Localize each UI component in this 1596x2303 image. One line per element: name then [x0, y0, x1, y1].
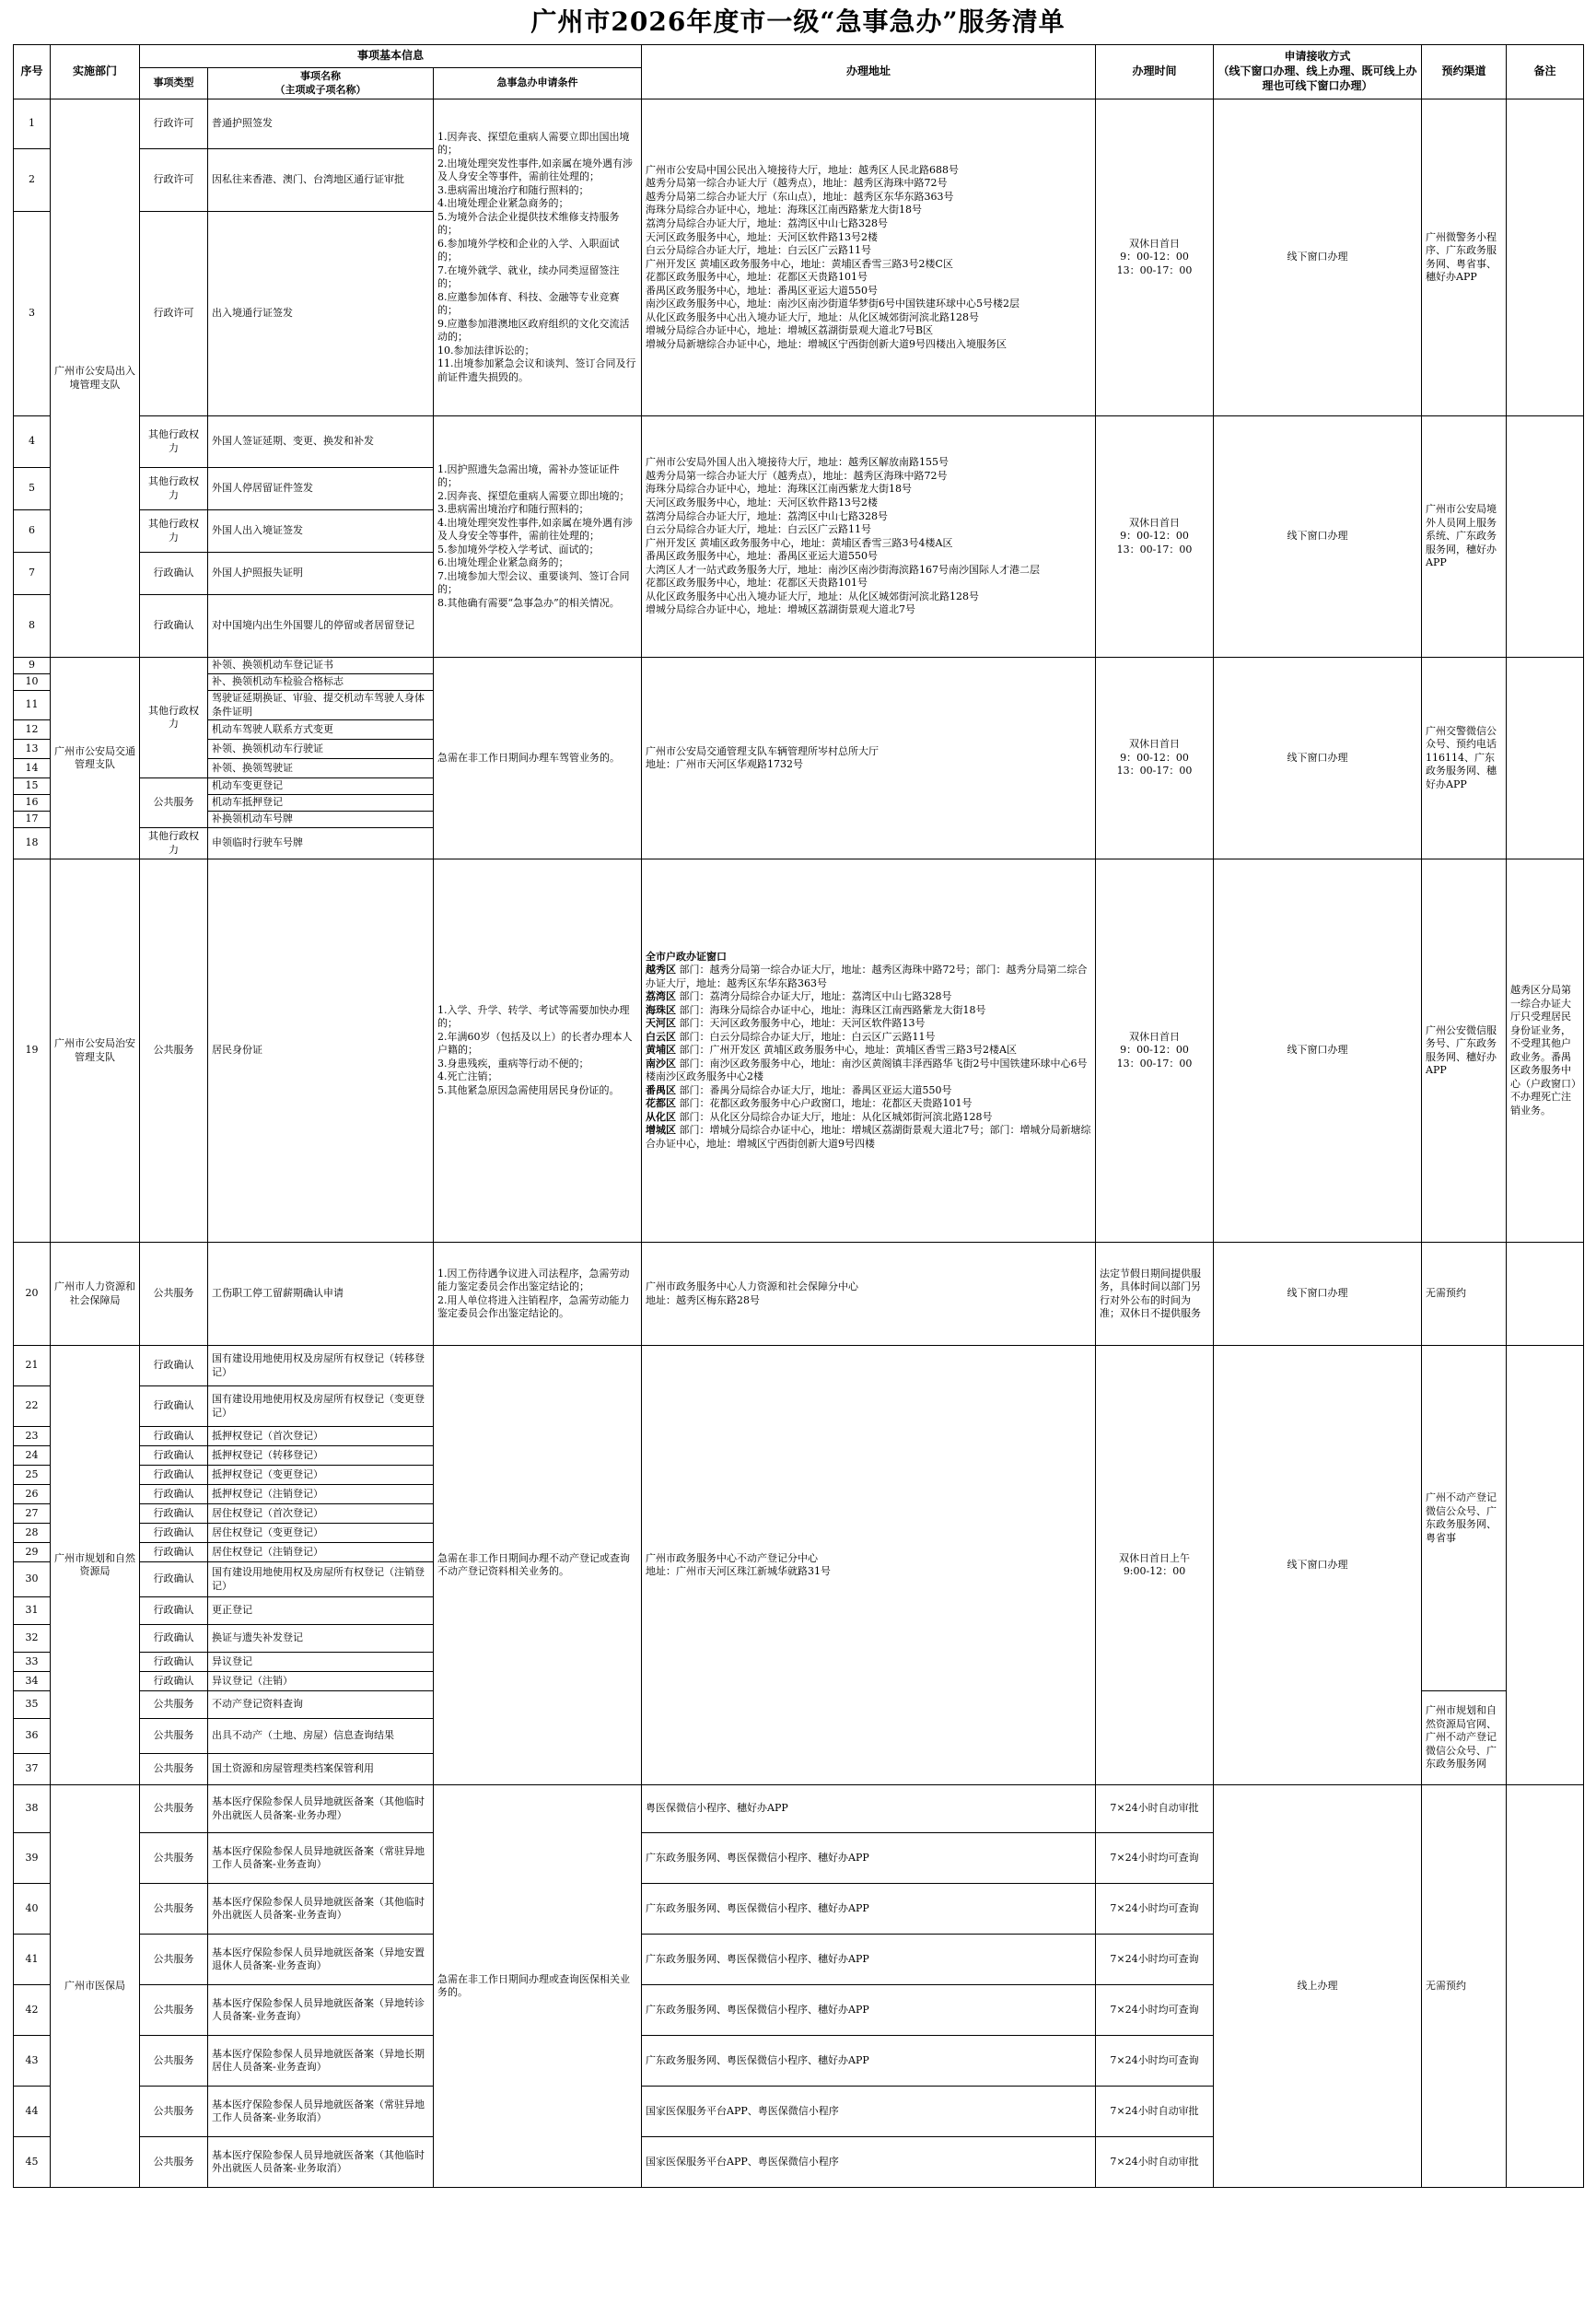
row-no: 44	[14, 2087, 51, 2137]
row-no: 37	[14, 1754, 51, 1785]
method-cell: 线上办理	[1214, 1785, 1422, 2188]
type-cell: 公共服务	[140, 1785, 208, 1833]
name-cell: 抵押权登记（首次登记）	[208, 1427, 434, 1446]
time-cell: 7×24小时自动审批	[1096, 2087, 1214, 2137]
condition-cell: 急需在非工作日期间办理或查询医保相关业务的。	[434, 1785, 642, 2188]
table-row	[14, 1243, 1584, 1346]
name-cell: 异议登记	[208, 1653, 434, 1672]
name-cell: 工伤职工停工留薪期确认申请	[208, 1243, 434, 1346]
name-cell: 国有建设用地使用权及房屋所有权登记（注销登记）	[208, 1562, 434, 1597]
type-cell: 行政确认	[140, 1485, 208, 1504]
address-line	[646, 1084, 1091, 1098]
time-cell: 7×24小时均可查询	[1096, 1833, 1214, 1884]
row-no: 35	[14, 1691, 51, 1719]
name-cell: 出具不动产（土地、房屋）信息查询结果	[208, 1719, 434, 1754]
time-cell: 双休日首日上午 9:00-12：00	[1096, 1346, 1214, 1785]
row-no: 45	[14, 2137, 51, 2188]
row-no: 27	[14, 1504, 51, 1524]
district-label: 海珠区	[646, 1003, 677, 1016]
row-no: 1	[14, 99, 51, 149]
name-cell: 居住权登记（变更登记）	[208, 1524, 434, 1543]
type-cell: 行政确认	[140, 1672, 208, 1691]
name-cell: 不动产登记资料查询	[208, 1691, 434, 1719]
row-no: 43	[14, 2036, 51, 2087]
address-text: 部门：荔湾分局综合办证大厅，地址：荔湾区中山七路328号	[679, 990, 952, 1003]
reserve-cell: 无需预约	[1422, 1243, 1507, 1346]
reserve-cell: 广州微警务小程序、广东政务服务网、粤省事、穗好办APP	[1422, 99, 1507, 416]
type-cell: 公共服务	[140, 1719, 208, 1754]
type-cell: 公共服务	[140, 2087, 208, 2137]
row-no: 30	[14, 1562, 51, 1597]
name-cell: 换证与遗失补发登记	[208, 1625, 434, 1653]
district-label: 荔湾区	[646, 990, 677, 1003]
type-cell: 其他行政权力	[140, 658, 208, 778]
address-cell: 广东政务服务网、粤医保微信小程序、穗好办APP	[642, 1935, 1096, 1985]
row-no: 11	[14, 691, 51, 720]
header-dept: 实施部门	[51, 45, 140, 99]
name-cell: 更正登记	[208, 1597, 434, 1625]
condition-cell: 1.因工伤待遇争议进入司法程序，急需劳动能力鉴定委员会作出鉴定结论的； 2.用人单位将进入注销程序，急需劳动能力鉴定委员会作出鉴定结论的。	[434, 1243, 642, 1346]
dept-cell: 广州市医保局	[51, 1785, 140, 2188]
type-cell: 公共服务	[140, 1985, 208, 2036]
table-row	[14, 99, 1584, 149]
row-no: 5	[14, 468, 51, 510]
address-cell: 广州市公安局中国公民出入境接待大厅，地址：越秀区人民北路688号 越秀分局第一综合办证大厅（越秀点），地址：越秀区海珠中路72号 越秀分局第二综合办证大厅（东山点），地址：越秀区东华东路363号 海珠分局综合办证中心，地址：海珠区江南西路紫龙大街18号 荔湾分局综合办证大厅，地址：荔湾区中山七路328号 天河区政务服务中心，地址：天河区软件路13号2楼 白云分局综合办证大厅，地址：白云区广云路11号 广州开发区 黄埔区政务服务中心，地址：黄埔区香雪三路3号2楼C区 花都区政务服务中心，地址：花都区天贵路101号 番禺区政务服务中心，地址：番禺区亚运大道550号 南沙区政务服务中心，地址：南沙区南沙街道华梦街6号中国铁建环球中心5号楼2层 从化区政务服务中心出入境办证大厅，地址：从化区城郊街河滨北路128号 增城分局综合办证中心，地址：增城区荔湖街景观大道北7号B区 增城分局新塘综合办证中心，地址：增城区宁西街创新大道9号四楼出入境服务区	[642, 99, 1096, 416]
row-no: 28	[14, 1524, 51, 1543]
row-no: 42	[14, 1985, 51, 2036]
name-cell: 驾驶证延期换证、审验、提交机动车驾驶人身体条件证明	[208, 691, 434, 720]
type-cell: 行政许可	[140, 149, 208, 212]
row-no: 38	[14, 1785, 51, 1833]
type-cell: 行政确认	[140, 1346, 208, 1386]
name-cell: 国土资源和房屋管理类档案保管利用	[208, 1754, 434, 1785]
address-text: 部门：增城分局综合办证中心，地址：增城区荔湖街景观大道北7号；部门：增城分局新塘综合办证中心，地址：增城区宁西街创新大道9号四楼	[646, 1124, 1091, 1150]
reserve-cell: 广州不动产登记微信公众号、广东政务服务网、粤省事	[1422, 1346, 1507, 1691]
type-cell: 行政确认	[140, 1562, 208, 1597]
name-cell: 外国人签证延期、变更、换发和补发	[208, 416, 434, 468]
row-no: 39	[14, 1833, 51, 1884]
row-no: 12	[14, 720, 51, 740]
dept-cell: 广州市公安局治安管理支队	[51, 859, 140, 1243]
district-label: 白云区	[646, 1030, 677, 1043]
row-no: 26	[14, 1485, 51, 1504]
row-no: 24	[14, 1446, 51, 1466]
method-cell: 线下窗口办理	[1214, 859, 1422, 1243]
method-cell: 线下窗口办理	[1214, 99, 1422, 416]
dept-cell: 广州市公安局交通管理支队	[51, 658, 140, 859]
condition-cell: 1.因奔丧、探望危重病人需要立即出国出境的； 2.出境处理突发性事件,如亲属在境外遇有涉及人身安全等事件，需前往处理的； 3.患病需出境治疗和随行照料的； 4.出境处理企业紧急商务的； 5.为境外合法企业提供技术维修支持服务的； 6.参加境外学校和企业的入学、入职面试的； 7.在境外就学、就业，续办同类逗留签注的； 8.应邀参加体育、科技、金融等专业竞赛的； 9.应邀参加港澳地区政府组织的文化交流活动的； 10.参加法律诉讼的； 11.出境参加紧急会议和谈判、签订合同及行前证件遗失损毁的。	[434, 99, 642, 416]
address-line	[646, 1004, 1091, 1018]
name-cell: 居住权登记（首次登记）	[208, 1504, 434, 1524]
method-cell: 线下窗口办理	[1214, 1243, 1422, 1346]
type-cell: 公共服务	[140, 859, 208, 1243]
time-cell: 双休日首日 9：00-12：00 13：00-17：00	[1096, 658, 1214, 859]
time-cell: 7×24小时均可查询	[1096, 1985, 1214, 2036]
dept-cell: 广州市公安局出入境管理支队	[51, 99, 140, 658]
reserve-cell: 广州公安微信服务号、广东政务服务网、穗好办APP	[1422, 859, 1507, 1243]
name-cell: 补、换领机动车检验合格标志	[208, 674, 434, 691]
address-cell: 广东政务服务网、粤医保微信小程序、穗好办APP	[642, 1833, 1096, 1884]
name-cell: 基本医疗保险参保人员异地就医备案（其他临时外出就医人员备案-业务取消）	[208, 2137, 434, 2188]
method-cell: 线下窗口办理	[1214, 416, 1422, 658]
name-cell: 外国人护照报失证明	[208, 553, 434, 595]
time-cell: 双休日首日 9：00-12：00 13：00-17：00	[1096, 99, 1214, 416]
type-cell: 行政确认	[140, 1427, 208, 1446]
address-cell	[642, 859, 1096, 1243]
address-line	[646, 990, 1091, 1004]
time-cell: 7×24小时自动审批	[1096, 2137, 1214, 2188]
type-cell: 其他行政权力	[140, 828, 208, 859]
type-cell: 公共服务	[140, 1691, 208, 1719]
header-type: 事项类型	[140, 68, 208, 99]
row-no: 7	[14, 553, 51, 595]
condition-cell: 1.因护照遗失急需出境，需补办签证证件的； 2.因奔丧、探望危重病人需要立即出境的； 3.患病需出境治疗和随行照料的； 4.出境处理突发性事件,如亲属在境外遇有涉及人身安全等事件，需前往处理的； 5.参加境外学校入学考试、面试的； 6.出境处理企业紧急商务的； 7.出境参加大型会议、重要谈判、签订合同的； 8.其他确有需要“急事急办”的相关情况。	[434, 416, 642, 658]
type-cell: 公共服务	[140, 2137, 208, 2188]
address-cell: 广州市公安局交通管理支队车辆管理所岑村总所大厅 地址：广州市天河区华观路1732号	[642, 658, 1096, 859]
row-no: 15	[14, 778, 51, 795]
type-cell: 行政确认	[140, 1625, 208, 1653]
type-cell: 其他行政权力	[140, 468, 208, 510]
time-cell: 7×24小时均可查询	[1096, 1935, 1214, 1985]
name-cell: 出入境通行证签发	[208, 212, 434, 416]
type-cell: 行政确认	[140, 1466, 208, 1485]
condition-cell: 急需在非工作日期间办理不动产登记或查询不动产登记资料相关业务的。	[434, 1346, 642, 1785]
name-cell: 抵押权登记（变更登记）	[208, 1466, 434, 1485]
address-text: 部门：天河区政务服务中心，地址：天河区软件路13号	[679, 1017, 926, 1030]
name-cell: 普通护照签发	[208, 99, 434, 149]
name-cell: 基本医疗保险参保人员异地就医备案（常驻异地工作人员备案-业务取消）	[208, 2087, 434, 2137]
name-cell: 机动车变更登记	[208, 778, 434, 795]
type-cell: 行政确认	[140, 553, 208, 595]
name-cell: 补领、换领机动车行驶证	[208, 740, 434, 759]
type-cell: 行政许可	[140, 99, 208, 149]
note-cell	[1507, 1785, 1584, 2188]
name-cell: 外国人出入境证签发	[208, 510, 434, 553]
row-no: 10	[14, 674, 51, 691]
type-cell: 行政确认	[140, 1446, 208, 1466]
name-cell: 外国人停居留证件签发	[208, 468, 434, 510]
row-no: 36	[14, 1719, 51, 1754]
time-cell: 7×24小时均可查询	[1096, 1884, 1214, 1935]
row-no: 22	[14, 1386, 51, 1427]
district-label: 越秀区	[646, 964, 677, 976]
row-no: 31	[14, 1597, 51, 1625]
type-cell: 行政确认	[140, 1597, 208, 1625]
note-cell	[1507, 416, 1584, 658]
header-reserve: 预约渠道	[1422, 45, 1507, 99]
row-no: 32	[14, 1625, 51, 1653]
name-cell: 因私往来香港、澳门、台湾地区通行证审批	[208, 149, 434, 212]
address-text: 部门：广州开发区 黄埔区政务服务中心，地址：黄埔区香雪三路3号2楼A区	[679, 1044, 1017, 1057]
table-row	[14, 658, 1584, 674]
name-cell: 机动车抵押登记	[208, 795, 434, 812]
row-no: 19	[14, 859, 51, 1243]
table-row	[14, 416, 1584, 468]
type-cell: 行政确认	[140, 1543, 208, 1562]
row-no: 33	[14, 1653, 51, 1672]
name-cell: 补领、换领驾驶证	[208, 759, 434, 778]
time-cell: 双休日首日 9：00-12：00 13：00-17：00	[1096, 859, 1214, 1243]
method-cell: 线下窗口办理	[1214, 1346, 1422, 1785]
row-no: 21	[14, 1346, 51, 1386]
address-text: 部门：越秀分局第一综合办证大厅，地址：越秀区海珠中路72号；部门：越秀分局第二综合办证大厅，地址：越秀区东华东路363号	[646, 964, 1088, 989]
condition-cell: 1.入学、升学、转学、考试等需要加快办理的； 2.年满60岁（包括及以上）的长者办理本人户籍的； 3.身患残疾，重病等行动不便的； 4.死亡注销； 5.其他紧急原因急需使用居民身份证的。	[434, 859, 642, 1243]
reserve-cell: 广州市规划和自然资源局官网、广州不动产登记微信公众号、广东政务服务网	[1422, 1691, 1507, 1785]
note-cell	[1507, 1346, 1584, 1785]
row-no: 4	[14, 416, 51, 468]
type-cell: 行政确认	[140, 1653, 208, 1672]
name-cell: 居民身份证	[208, 859, 434, 1243]
type-cell: 公共服务	[140, 1833, 208, 1884]
row-no: 9	[14, 658, 51, 674]
name-cell: 异议登记（注销）	[208, 1672, 434, 1691]
address-line	[646, 1044, 1091, 1058]
type-cell: 行政确认	[140, 1524, 208, 1543]
address-line	[646, 964, 1091, 990]
address-cell: 粤医保微信小程序、穗好办APP	[642, 1785, 1096, 1833]
address-cell: 广州市政务服务中心人力资源和社会保障分中心 地址：越秀区梅东路28号	[642, 1243, 1096, 1346]
row-no: 40	[14, 1884, 51, 1935]
reserve-cell: 无需预约	[1422, 1785, 1507, 2188]
district-label: 增城区	[646, 1124, 677, 1137]
name-cell: 基本医疗保险参保人员异地就医备案（异地长期居住人员备案-业务查询）	[208, 2036, 434, 2087]
time-cell: 7×24小时自动审批	[1096, 1785, 1214, 1833]
row-no: 14	[14, 759, 51, 778]
method-cell: 线下窗口办理	[1214, 658, 1422, 859]
district-label: 南沙区	[646, 1057, 677, 1070]
dept-cell: 广州市规划和自然资源局	[51, 1346, 140, 1785]
name-cell: 补换领机动车号牌	[208, 812, 434, 828]
header-name: 事项名称 （主项或子项名称）	[208, 68, 434, 99]
name-cell: 申领临时行驶车号牌	[208, 828, 434, 859]
time-cell: 法定节假日期间提供服务，具体时间以部门另行对外公布的时间为准；双休日不提供服务	[1096, 1243, 1214, 1346]
name-cell: 基本医疗保险参保人员异地就医备案（异地安置退休人员备案-业务查询）	[208, 1935, 434, 1985]
address-text: 部门：海珠分局综合办证中心，地址：海珠区江南西路紫龙大街18号	[679, 1003, 986, 1016]
name-cell: 抵押权登记（转移登记）	[208, 1446, 434, 1466]
address-line	[646, 1058, 1091, 1084]
address-line	[646, 1124, 1091, 1151]
row-no: 6	[14, 510, 51, 553]
address-text: 部门：花都区政务服务中心户政窗口，地址：花都区天贵路101号	[679, 1097, 973, 1110]
row-no: 34	[14, 1672, 51, 1691]
name-cell: 基本医疗保险参保人员异地就医备案（常驻异地工作人员备案-业务查询）	[208, 1833, 434, 1884]
name-cell: 机动车驾驶人联系方式变更	[208, 720, 434, 740]
page-title: 广州市2026年度市一级“急事急办”服务清单	[530, 6, 1066, 37]
district-label: 花都区	[646, 1097, 677, 1110]
address-text: 部门：南沙区政务服务中心，地址：南沙区黄阁镇丰泽西路华飞街2号中国铁建环球中心6号楼南沙区政务服务中心2楼	[646, 1057, 1088, 1083]
table-row	[14, 1785, 1584, 1833]
address-line	[646, 1111, 1091, 1125]
time-cell: 双休日首日 9：00-12：00 13：00-17：00	[1096, 416, 1214, 658]
row-no: 3	[14, 212, 51, 416]
note-cell	[1507, 99, 1584, 416]
type-cell: 公共服务	[140, 1884, 208, 1935]
type-cell: 其他行政权力	[140, 510, 208, 553]
row-no: 8	[14, 595, 51, 658]
address-line	[646, 1097, 1091, 1111]
time-cell: 7×24小时均可查询	[1096, 2036, 1214, 2087]
type-cell: 其他行政权力	[140, 416, 208, 468]
type-cell: 公共服务	[140, 1935, 208, 1985]
name-cell: 基本医疗保险参保人员异地就医备案（其他临时外出就医人员备案-业务办理）	[208, 1785, 434, 1833]
note-cell	[1507, 1243, 1584, 1346]
condition-cell: 急需在非工作日期间办理车驾管业务的。	[434, 658, 642, 859]
address-cell: 广东政务服务网、粤医保微信小程序、穗好办APP	[642, 1985, 1096, 2036]
header-note: 备注	[1507, 45, 1584, 99]
type-cell: 公共服务	[140, 2036, 208, 2087]
address-line	[646, 1031, 1091, 1045]
dept-cell: 广州市人力资源和社会保障局	[51, 1243, 140, 1346]
service-table	[13, 44, 1584, 2188]
type-cell: 行政确认	[140, 1504, 208, 1524]
name-cell: 对中国境内出生外国婴儿的停留或者居留登记	[208, 595, 434, 658]
reserve-cell: 广州交警微信公众号、预约电话116114、广东政务服务网、穗好办APP	[1422, 658, 1507, 859]
name-cell: 基本医疗保险参保人员异地就医备案（其他临时外出就医人员备案-业务查询）	[208, 1884, 434, 1935]
reserve-cell: 广州市公安局境外人员网上服务系统、广东政务服务网，穗好办APP	[1422, 416, 1507, 658]
district-label: 从化区	[646, 1110, 677, 1123]
header-no: 序号	[14, 45, 51, 99]
name-cell: 国有建设用地使用权及房屋所有权登记（变更登记）	[208, 1386, 434, 1427]
header-time: 办理时间	[1096, 45, 1214, 99]
header-condition: 急事急办申请条件	[434, 68, 642, 99]
row-no: 25	[14, 1466, 51, 1485]
address-cell: 国家医保服务平台APP、粤医保微信小程序	[642, 2087, 1096, 2137]
row-no: 29	[14, 1543, 51, 1562]
address-cell: 国家医保服务平台APP、粤医保微信小程序	[642, 2137, 1096, 2188]
district-label: 番禺区	[646, 1083, 677, 1096]
row-no: 16	[14, 795, 51, 812]
type-cell: 公共服务	[140, 1754, 208, 1785]
address-text: 部门：白云分局综合办证大厅，地址：白云区广云路11号	[679, 1030, 936, 1043]
type-cell: 行政确认	[140, 595, 208, 658]
row-no: 13	[14, 740, 51, 759]
row-no: 17	[14, 812, 51, 828]
table-row	[14, 859, 1584, 1243]
note-cell	[1507, 658, 1584, 859]
name-cell: 基本医疗保险参保人员异地就医备案（异地转诊人员备案-业务查询）	[208, 1985, 434, 2036]
type-cell: 行政确认	[140, 1386, 208, 1427]
address-text: 部门：番禺分局综合办证大厅，地址：番禺区亚运大道550号	[679, 1083, 952, 1096]
header-basic-info: 事项基本信息	[140, 45, 642, 68]
header-address: 办理地址	[642, 45, 1096, 99]
district-label: 黄埔区	[646, 1044, 677, 1057]
row-no: 20	[14, 1243, 51, 1346]
address-cell: 广东政务服务网、粤医保微信小程序、穗好办APP	[642, 2036, 1096, 2087]
name-cell: 补领、换领机动车登记证书	[208, 658, 434, 674]
address-text: 部门：从化区分局综合办证大厅，地址：从化区城郊街河滨北路128号	[679, 1110, 993, 1123]
district-label: 天河区	[646, 1017, 677, 1030]
name-cell: 抵押权登记（注销登记）	[208, 1485, 434, 1504]
row-no: 23	[14, 1427, 51, 1446]
note-cell: 越秀区分局第一综合办证大厅只受理居民身份证业务，不受理其他户政业务。番禺区政务服务中心（户政窗口）不办理死亡注销业务。	[1507, 859, 1584, 1243]
address-cell: 广州市政务服务中心不动产登记分中心 地址：广州市天河区珠江新城华就路31号	[642, 1346, 1096, 1785]
row-no: 41	[14, 1935, 51, 1985]
row-no: 18	[14, 828, 51, 859]
address-cell: 广东政务服务网、粤医保微信小程序、穗好办APP	[642, 1884, 1096, 1935]
type-cell: 公共服务	[140, 778, 208, 828]
type-cell: 公共服务	[140, 1243, 208, 1346]
header-method: 申请接收方式 （线下窗口办理、线上办理、既可线上办理也可线下窗口办理）	[1214, 45, 1422, 99]
name-cell: 居住权登记（注销登记）	[208, 1543, 434, 1562]
type-cell: 行政许可	[140, 212, 208, 416]
table-row	[14, 1346, 1584, 1386]
address-heading: 全市户政办证窗口	[646, 950, 728, 963]
name-cell: 国有建设用地使用权及房屋所有权登记（转移登记）	[208, 1346, 434, 1386]
address-cell: 广州市公安局外国人出入境接待大厅，地址：越秀区解放南路155号 越秀分局第一综合办证大厅（越秀点），地址：越秀区海珠中路72号 海珠分局综合办证中心，地址：海珠区江南西紫龙大街18号 天河区政务服务中心，地址：天河区软件路13号2楼 荔湾分局综合办证大厅，地址：荔湾区中山七路328号 白云分局综合办证大厅，地址：白云区广云路11号 广州开发区 黄埔区政务服务中心，地址：黄埔区香雪三路3号4楼A区 番禺区政务服务中心，地址：番禺区亚运大道550号 大湾区人才一站式政务服务大厅，地址：南沙区南沙街海滨路167号南沙国际人才港二层 花都区政务服务中心，地址：花都区天贵路101号 从化区政务服务中心出入境办证大厅，地址：从化区城郊街河滨北路128号 增城分局综合办证中心，地址：增城区荔湖街景观大道北7号	[642, 416, 1096, 658]
address-line	[646, 1017, 1091, 1031]
row-no: 2	[14, 149, 51, 212]
